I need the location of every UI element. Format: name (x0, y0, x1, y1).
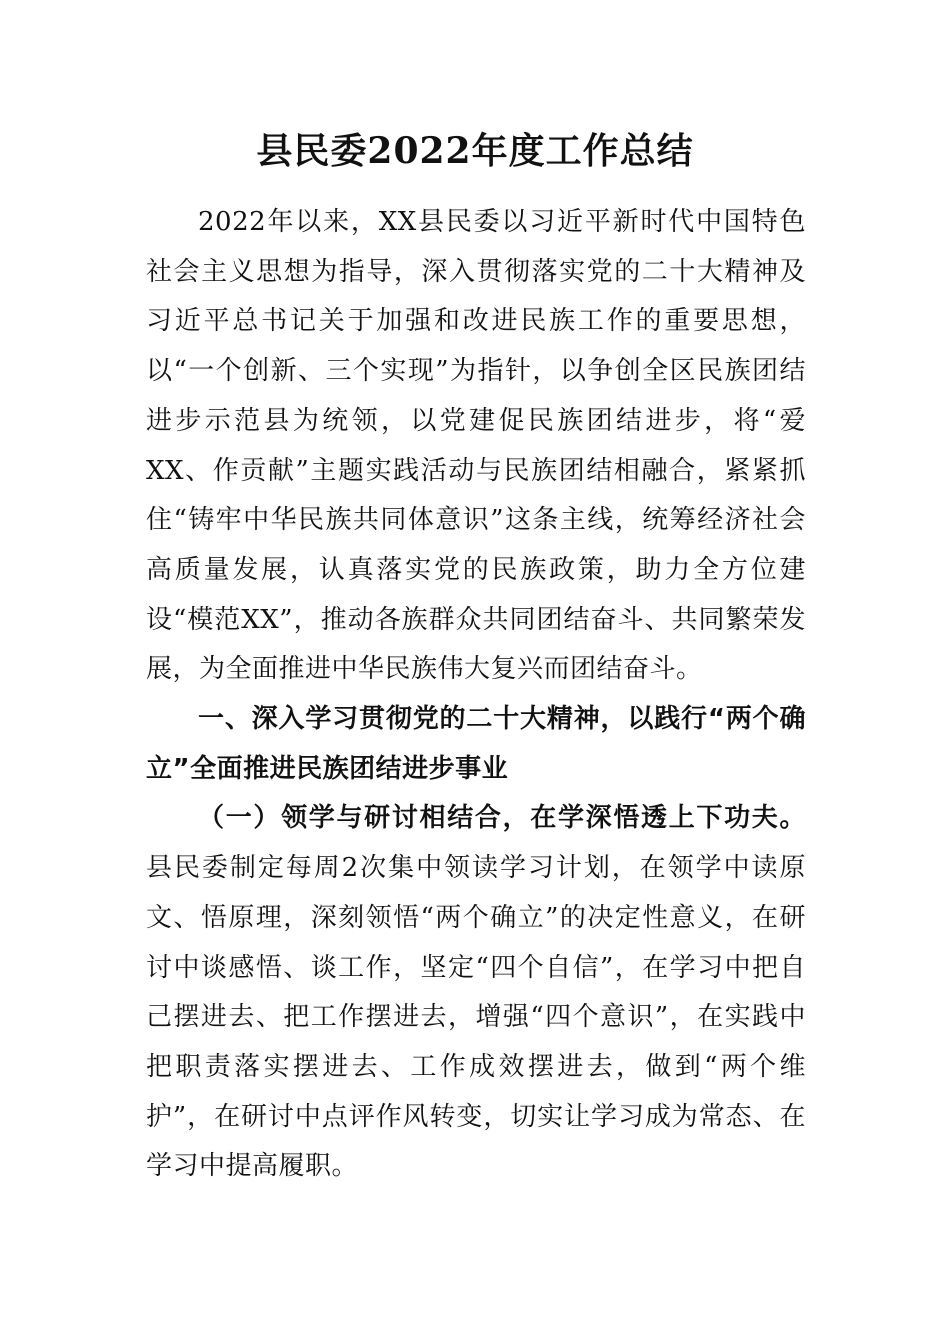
subsection-body: 县民委制定每周2次集中领读学习计划，在领学中读原文、悟原理，深刻领悟“两个确立”的决定性意义，在研讨中谈感悟、谈工作，坚定“四个自信”，在学习中把自己摆进去、把工作摆进去，增强“四个意识”，在实践中把职责落实摆进去、工作成效摆进去，做到“两个维护”，在研讨中点评作风转变，切实让学习成为常态、在学习中提高履职。 (146, 853, 806, 1182)
section-heading: 一、深入学习贯彻党的二十大精神，以践行“两个确立”全面推进民族团结进步事业 (146, 704, 806, 784)
intro-paragraph: 2022年以来，XX县民委以习近平新时代中国特色社会主义思想为指导，深入贯彻落实党的二十大精神及习近平总书记关于加强和改进民族工作的重要思想，以“一个创新、三个实现”为指针，以争创全区民族团结进步示范县为统领，以党建促民族团结进步，将“爱XX、作贡献”主题实践活动与民族团结相融合，紧紧抓住“铸牢中华民族共同体意识”这条主线，统筹经济社会高质量发展，认真落实党的民族政策，助力全方位建设“模范XX”，推动各族群众共同团结奋斗、共同繁荣发展，为全面推进中华民族伟大复兴而团结奋斗。 (146, 207, 806, 685)
subsection-lead: （一）领学与研讨相结合，在学深悟透上下功夫。 (198, 803, 806, 834)
document-title: 县民委2022年度工作总结 (256, 130, 694, 172)
document-body (146, 198, 806, 1192)
subsection-paragraph (146, 794, 806, 1192)
